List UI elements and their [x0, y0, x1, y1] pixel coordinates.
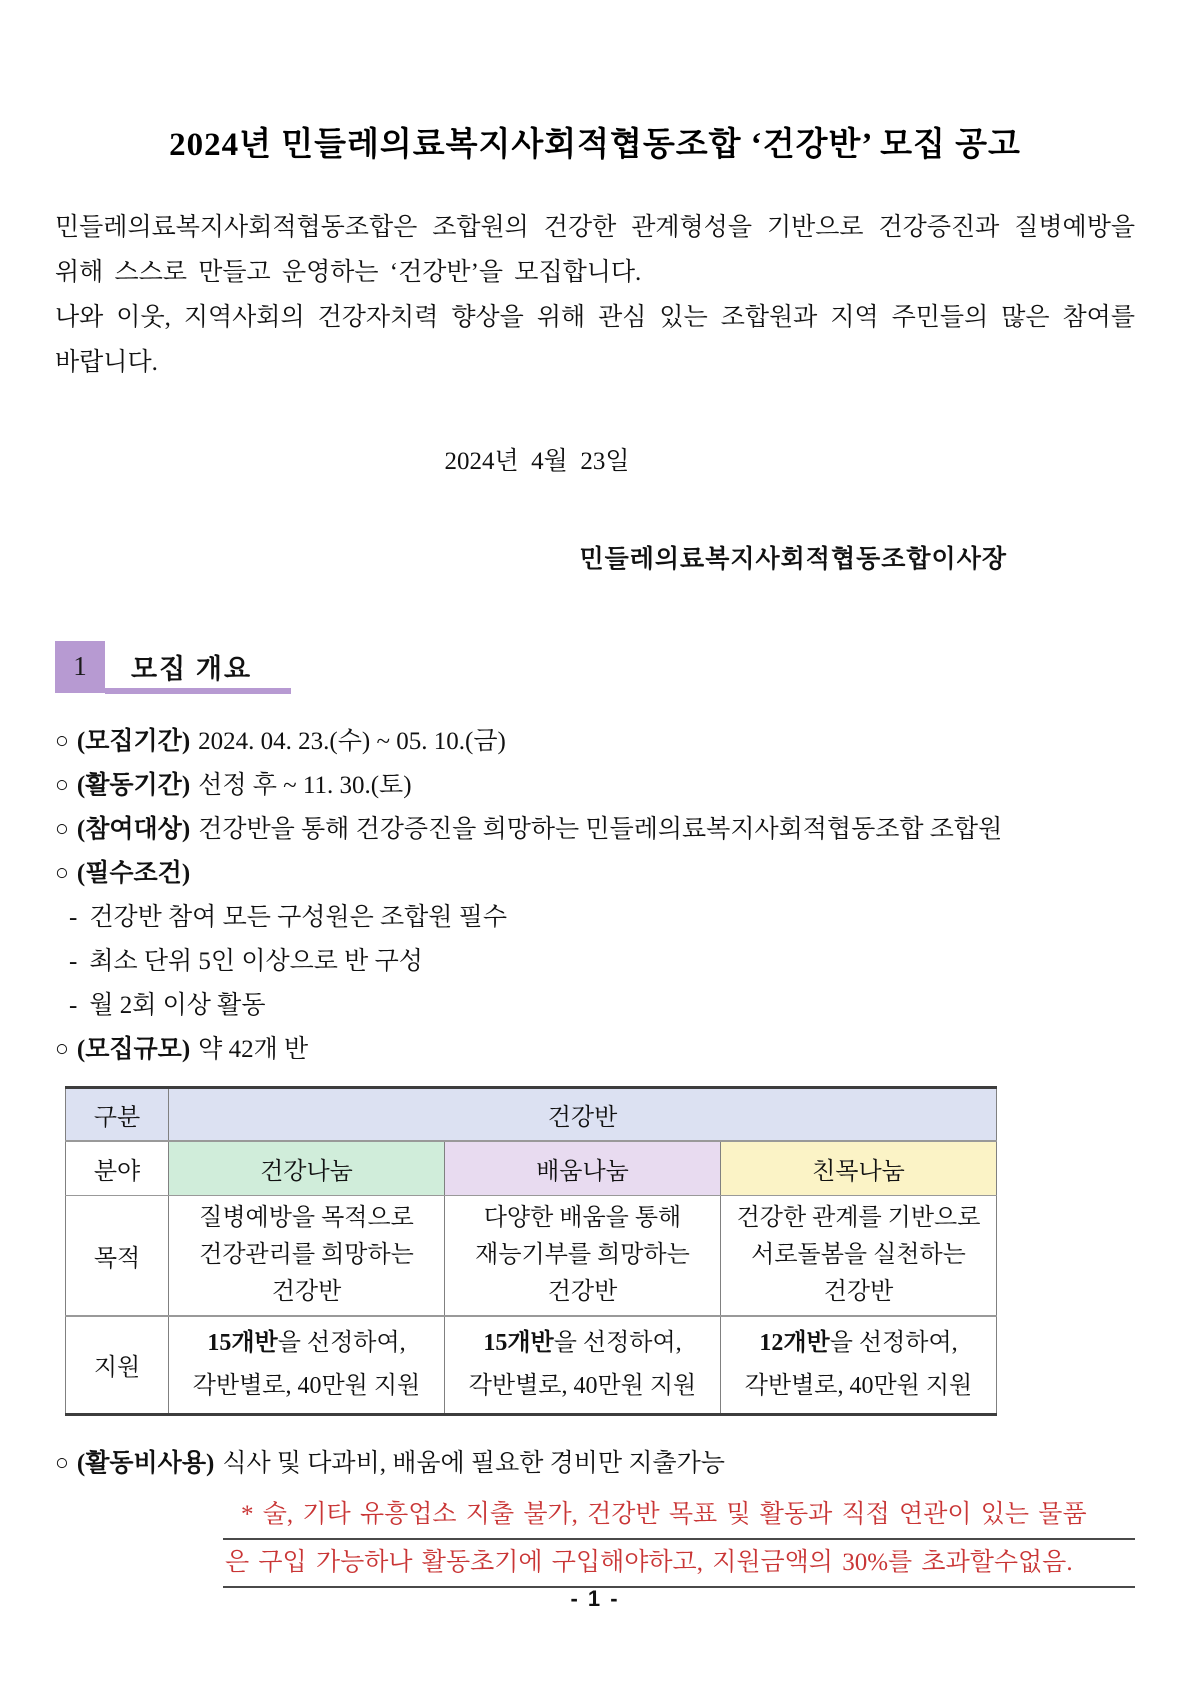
intro-paragraph-2: 나와 이웃, 지역사회의 건강자치력 향상을 위해 관심 있는 조합원과 지역 주민들의 많은 참여를 바랍니다.	[55, 304, 1135, 376]
purpose-line: 서로돌봄을 실천하는	[751, 1242, 966, 1268]
item-label: (모집기간)	[76, 728, 191, 755]
purpose-line: 재능기부를 희망하는	[475, 1242, 690, 1268]
support-line-1	[727, 1322, 990, 1365]
support-health-cell	[169, 1316, 445, 1414]
list-item-activity-period	[55, 764, 1135, 808]
list-item-recruit-period	[55, 720, 1135, 764]
category-learning-cell: 배움나눔	[445, 1141, 721, 1196]
table-corner-cell: 구분	[66, 1088, 169, 1141]
dash-bullet-icon: -	[69, 992, 78, 1019]
item-label: (모집규모)	[76, 1036, 191, 1063]
sub-item-text: 건강반 참여 모든 구성원은 조합원 필수	[89, 904, 507, 931]
note-line-1: * 술, 기타 유흥업소 지출 불가, 건강반 목표 및 활동과 직접 연관이 있는 물품	[223, 1494, 1135, 1540]
item-value: 건강반을 통해 건강증진을 희망하는 민들레의료복지사회적협동조합 조합원	[198, 816, 1003, 843]
support-count: 15개반	[483, 1329, 554, 1356]
support-line-1	[175, 1322, 438, 1365]
purpose-line: 건강관리를 희망하는	[199, 1242, 414, 1268]
purpose-health-cell	[169, 1196, 445, 1317]
item-value: 약 42개 반	[198, 1036, 309, 1063]
list-item-target	[55, 808, 1135, 852]
support-rest: 을 선정하여,	[553, 1329, 682, 1356]
section-number-badge: 1	[55, 641, 105, 693]
requirement-sub-item	[55, 896, 1135, 940]
dash-bullet-icon: -	[69, 948, 78, 975]
section-title-underline	[105, 641, 291, 694]
health-class-table	[65, 1086, 997, 1416]
table-field-row	[66, 1141, 997, 1196]
list-item-expense	[55, 1442, 1135, 1486]
purpose-friendship-cell	[721, 1196, 997, 1317]
item-label: (필수조건)	[76, 860, 191, 887]
category-health-cell: 건강나눔	[169, 1141, 445, 1196]
announcement-date: 2024년 4월 23일	[444, 448, 630, 475]
intro-paragraphs	[55, 205, 1135, 385]
support-learning-cell	[445, 1316, 721, 1414]
intro-paragraph-1: 민들레의료복지사회적협동조합은 조합원의 건강한 관계형성을 기반으로 건강증진과 질병예방을 위해 스스로 만들고 운영하는 ‘건강반’을 모집합니다.	[55, 214, 1135, 286]
note-line-2: 은 구입 가능하나 활동초기에 구입해야하고, 지원금액의 30%를 초과할수없음.	[223, 1542, 1135, 1588]
section-title: 모집 개요	[131, 654, 253, 684]
item-value: 2024. 04. 23.(수) ~ 05. 10.(금)	[198, 728, 506, 755]
page-title: 2024년 민들레의료복지사회적협동조합 ‘건강반’ 모집 공고	[169, 127, 1021, 163]
list-item-requirements	[55, 852, 1135, 896]
purpose-line: 질병예방을 목적으로	[199, 1205, 414, 1231]
circle-bullet-icon: ○	[55, 772, 69, 797]
item-label: (활동기간)	[76, 772, 191, 799]
purpose-line: 건강한 관계를 기반으로	[736, 1205, 981, 1231]
purpose-line: 건강반	[271, 1279, 342, 1305]
purpose-learning-cell	[445, 1196, 721, 1317]
circle-bullet-icon: ○	[55, 1036, 69, 1061]
page-number: - 1 -	[570, 1586, 620, 1611]
item-label: (활동비사용)	[76, 1449, 215, 1477]
circle-bullet-icon: ○	[55, 816, 69, 841]
purpose-line: 다양한 배움을 통해	[483, 1205, 682, 1231]
row-label-support: 지원	[66, 1316, 169, 1414]
dash-bullet-icon: -	[69, 904, 78, 931]
section-1-header	[55, 641, 1135, 694]
row-label-purpose: 목적	[66, 1196, 169, 1317]
support-line-2: 각반별로, 40만원 지원	[192, 1372, 421, 1399]
circle-bullet-icon: ○	[55, 1449, 69, 1475]
support-rest: 을 선정하여,	[829, 1329, 958, 1356]
row-label-field: 분야	[66, 1141, 169, 1196]
item-value: 선정 후 ~ 11. 30.(토)	[198, 772, 412, 799]
support-friendship-cell	[721, 1316, 997, 1414]
purpose-line: 건강반	[547, 1279, 618, 1305]
issuer-signature: 민들레의료복지사회적협동조합이사장	[579, 546, 1007, 573]
sub-item-text: 최소 단위 5인 이상으로 반 구성	[89, 948, 423, 975]
category-friendship-cell: 친목나눔	[721, 1141, 997, 1196]
support-line-2: 각반별로, 40만원 지원	[468, 1372, 697, 1399]
circle-bullet-icon: ○	[55, 728, 69, 753]
support-count: 12개반	[759, 1329, 830, 1356]
support-count: 15개반	[207, 1329, 278, 1356]
support-line-2: 각반별로, 40만원 지원	[744, 1372, 973, 1399]
sub-item-text: 월 2회 이상 활동	[89, 992, 266, 1019]
overview-list	[55, 720, 1135, 1072]
requirement-sub-item	[55, 984, 1135, 1028]
table-support-row	[66, 1316, 997, 1414]
support-line-1	[451, 1322, 714, 1365]
table-purpose-row	[66, 1196, 997, 1317]
item-value: 식사 및 다과비, 배움에 필요한 경비만 지출가능	[222, 1449, 725, 1477]
table-span-header-cell: 건강반	[169, 1088, 997, 1141]
requirement-sub-item	[55, 940, 1135, 984]
item-label: (참여대상)	[76, 816, 191, 843]
expense-restriction-note	[223, 1494, 1135, 1588]
list-item-scale	[55, 1028, 1135, 1072]
support-rest: 을 선정하여,	[277, 1329, 406, 1356]
purpose-line: 건강반	[823, 1279, 894, 1305]
table-header-row	[66, 1088, 997, 1141]
circle-bullet-icon: ○	[55, 860, 69, 885]
